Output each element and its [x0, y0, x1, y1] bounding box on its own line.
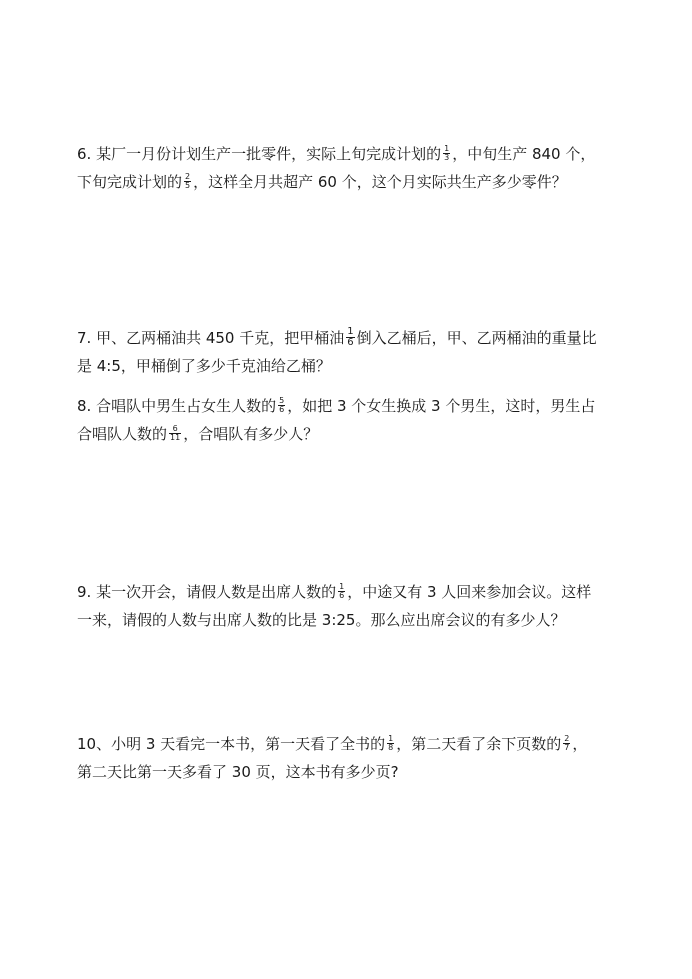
problem-9-line-2: [77, 610, 565, 630]
fraction-numerator: 1: [388, 734, 394, 743]
problem-6-line-1: [77, 144, 595, 164]
fraction: [387, 735, 394, 752]
text-segment: 6. 某厂一月份计划生产一批零件，实际上旬完成计划的: [77, 145, 442, 163]
text-segment: 10、小明 3 天看完一本书，第一天看了全书的: [77, 735, 386, 753]
text-segment: ，中旬生产 840 个，: [452, 145, 596, 163]
text-segment: 是 4:5，甲桶倒了多少千克油给乙桶？: [77, 357, 331, 375]
fraction-denominator: 6: [279, 405, 285, 414]
problem-10-line-2: [77, 762, 399, 782]
fraction-numerator: 6: [169, 425, 181, 434]
fraction-denominator: 6: [339, 591, 345, 600]
text-segment: ，第二天看了余下页数的: [396, 735, 562, 753]
problem-8-line-2: [77, 424, 318, 444]
text-segment: ，这样全月共超产 60 个，这个月实际共生产多少零件？: [193, 173, 567, 191]
fraction-denominator: 3: [444, 153, 450, 162]
problem-7-line-2: [77, 356, 331, 376]
text-segment: ，合唱队有多少人？: [183, 425, 319, 443]
problem-6-line-2: [77, 172, 567, 192]
fraction: [563, 735, 570, 752]
fraction-denominator: 7: [564, 743, 570, 752]
fraction-denominator: 11: [170, 433, 181, 442]
fraction-numerator: 2: [185, 172, 191, 181]
fraction-numerator: 1: [444, 144, 450, 153]
fraction-numerator: 1: [339, 582, 345, 591]
text-segment: 一来，请假的人数与出席人数的比是 3:25。那么应出席会议的有多少人？: [77, 611, 566, 629]
fraction-denominator: 6: [347, 337, 354, 348]
text-segment: ，中途又有 3 人回来参加会议。这样: [347, 583, 592, 601]
fraction-numerator: 2: [564, 734, 570, 743]
fraction: [169, 425, 181, 442]
fraction: [278, 397, 285, 414]
fraction-numerator: 5: [279, 396, 285, 405]
text-segment: 倒入乙桶后，甲、乙两桶油的重量比: [356, 329, 597, 347]
text-segment: ，如把 3 个女生换成 3 个男生，这时，男生占: [287, 397, 596, 415]
fraction-denominator: 5: [185, 181, 191, 190]
text-segment: 9. 某一次开会，请假人数是出席人数的: [77, 583, 337, 601]
text-segment: 合唱队人数的: [77, 425, 168, 443]
text-segment: 下旬完成计划的: [77, 173, 183, 191]
problem-8-line-1: [77, 396, 595, 416]
text-segment: ，: [572, 735, 588, 753]
fraction: [338, 583, 345, 600]
problem-10-line-1: [77, 734, 587, 754]
problem-7-line-1: [77, 328, 597, 349]
fraction: [443, 145, 450, 162]
fraction: [346, 327, 354, 348]
text-segment: 8. 合唱队中男生占女生人数的: [77, 397, 277, 415]
text-segment: 第二天比第一天多看了 30 页，这本书有多少页?: [77, 763, 399, 781]
fraction-numerator: 1: [347, 326, 354, 337]
problem-9-line-1: [77, 582, 591, 602]
fraction-denominator: 8: [388, 743, 394, 752]
text-segment: 7. 甲、乙两桶油共 450 千克，把甲桶油: [77, 329, 345, 347]
fraction: [184, 173, 191, 190]
